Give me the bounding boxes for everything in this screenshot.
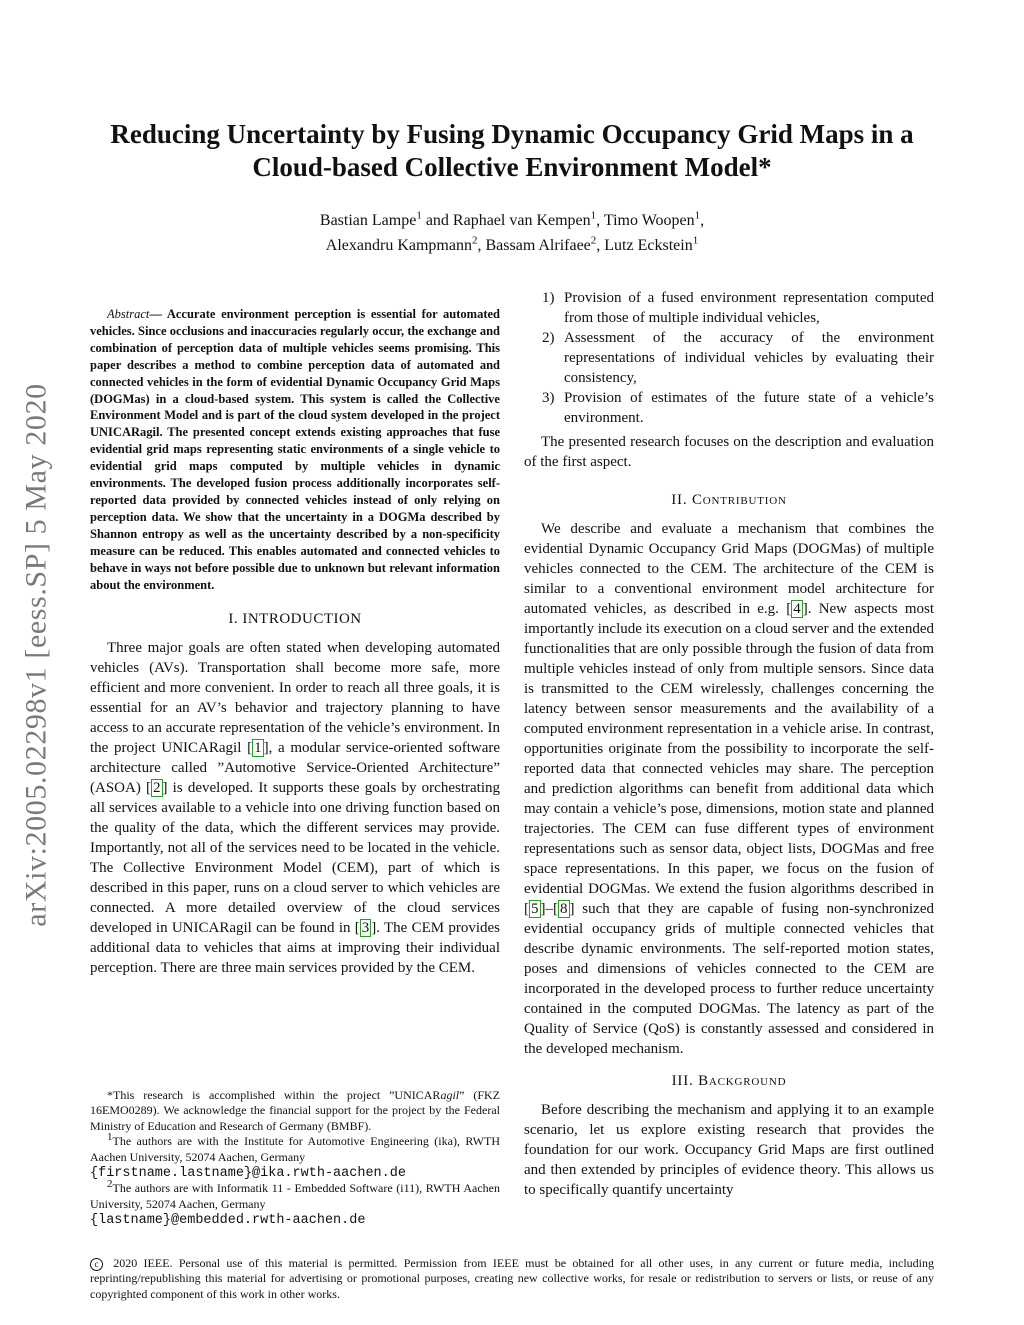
contribution-text: such that they are capable of fusing non-synchronized evidential occupancy grids of multiple connected vehicles that describe dynamic environments. The self-reported motion states, poses and dimensions of vehicles connected to the CEM are incorporated in the developed process to further reduce uncertainty contained in the computed DOGMas. The latency as part of the Quality of Service (QoS) is constantly assessed and considered in the developed mechanism. <box>524 901 934 1057</box>
footnote-text: The authors are with Informatik 11 - Embedded Software (i11), RWTH Aachen University, 52074 Aachen, Germany <box>90 1181 500 1211</box>
list-item-text: Assessment of the accuracy of the environment representations of individual vehicles by evaluating their consistency, <box>564 330 934 386</box>
list-number: 1) <box>542 290 555 306</box>
copyright-notice <box>90 1256 934 1302</box>
arxiv-identifier <box>12 350 62 960</box>
citation-link[interactable]: 3 <box>361 920 370 937</box>
abstract <box>90 306 500 593</box>
services-list <box>524 288 934 428</box>
copyright-icon: c <box>90 1258 103 1271</box>
author-separator: , <box>477 237 486 254</box>
citation-link[interactable]: 8 <box>560 901 568 917</box>
author-separator: , <box>700 212 705 229</box>
background-paragraph: Before describing the mechanism and applying it to an example scenario, let us explore existing research that provides the foundation for our work. Occupancy Grid Maps are first outlined and then extended by principles of evidence theory. This allows us to specifically quantify uncertainty <box>524 1102 934 1198</box>
author-name: Timo Woopen <box>603 212 695 229</box>
author-name: Lutz Eckstein <box>604 237 693 254</box>
section-heading-introduction: I. INTRODUCTION <box>228 611 362 628</box>
author-separator: , <box>596 212 604 229</box>
services-followup: The presented research focuses on the description and evaluation of the first aspect. <box>524 434 934 470</box>
intro-text: , a modular service-oriented software architecture called ”Automotive Service-Oriented Architecture” (ASOA) <box>90 740 501 797</box>
introduction-paragraph: Three major goals are often stated when developing automated vehicles (AVs). Transportation shall become more safe, more efficient and more convenient. In order to reach all three goals, it is essential for an AV’s behavior and trajectory planning to have access to an accurate representation of the vehicle’s environment. In the project UNICARagil [ 1 ], a modular service-oriented software architecture called ”Automotive Service-Oriented Architecture” (ASOA) [ 2 ] is developed. It supports these goals by orchestrating all services available to a vehicle into one driving function based on the quality of the data, which the different services may provide. Importantly, not all of the services need to be located in the vehicle. The Collective Environment Model (CEM), part of which is described in this paper, runs on a cloud server to which vehicles are connected. A more detailed overview of the cloud services developed in UNICARagil can be found in [ 3 ]. The CEM provides additional data to vehicles that aims at improving their individual perception. There are three main services provided by the CEM. <box>90 640 501 977</box>
right-column <box>524 288 934 1200</box>
citation-link[interactable]: 5 <box>531 901 539 917</box>
list-item <box>524 288 934 328</box>
author-affiliation: 1 <box>416 209 422 222</box>
abstract-dash: — <box>149 307 167 321</box>
contribution-paragraph: We describe and evaluate a mechanism that combines the evidential Dynamic Occupancy Grid Maps (DOGMas) of multiple vehicles connected to the CEM. The architecture of the CEM is similar to a conventional environment model architecture for automated vehicles, as described in e.g. [ 4 ]. New aspects most importantly include its execution on a cloud server and the extended functionalities that are only possible through the fusion of data from multiple vehicles instead of only from multiple sensors. Since data is transmitted to the CEM wirelessly, challenges concerning the latency between sensor measurements and the availability of a computed environment representation in a vehicle arise. In contrast, opportunities originate from the possibility to incorporate the self-reported data that connected vehicles may share. The perception and prediction algorithms can benefit from additional data which may contain a vehicle’s pose, dimensions, motion state and planned trajectories. The CEM can fuse different types of environment representations such as sensor data, object lists, DOGMas and free space representations. In this paper, we focus on the fusion of evidential DOGMas. We extend the fusion algorithms described in [ 5 ]–[ 8 ] such that they are capable of fusing non-synchronized evidential occupancy grids of multiple connected vehicles that describe dynamic environments. The self-reported motion states, poses and dimensions of vehicles connected to the CEM are incorporated in the developed process to further reduce uncertainty contained in the computed DOGMas. The latency as part of the Quality of Service (QoS) is constantly assessed and considered in the developed mechanism. <box>524 521 935 1057</box>
footnote-text: ” (FKZ 16EMO0289). We acknowledge the financial support for the project by the Federal Ministry of Education and Research of Germany (BMBF). <box>90 1088 500 1133</box>
intro-text: . The CEM provides additional data to vehicles that aims at improving their individual perception. There are three main services provided by the CEM. <box>90 920 500 977</box>
author-affiliation: 2 <box>590 234 597 247</box>
citation-range-dash: – <box>545 901 553 917</box>
footnote-mark: 2 <box>107 1178 113 1191</box>
author-separator: and <box>421 212 453 229</box>
footnote-italic: agil <box>440 1088 460 1102</box>
footnote-affiliation-1 <box>90 1131 500 1182</box>
email-ika: {firstname.lastname}@ika.rwth-aachen.de <box>90 1166 406 1182</box>
abstract-text: Accurate environment perception is essential for automated vehicles. Since occlusions and inaccuracies regularly occur, the exchange and combination of perception data of multiple vehicles seems promising. This paper describes a method to combine perception data of automated and connected vehicles in the form of evidential Dynamic Occupancy Grid Maps (DOGMas) in a cloud-based system. This system is called the Collective Environment Model and is part of the cloud system developed in the project UNICARagil. The presented concept extends existing approaches that fuse evidential grid maps representing static environments of a single vehicle to evidential grid maps computed by multiple vehicles in dynamic environments. The developed fusion process additionally incorporates self-reported data provided by connected vehicles instead of only relying on perception data. We show that the uncertainty in a DOGMa described by Shannon entropy as well as the uncertainty described by a non-specificity measure can be reduced. This enables automated and connected vehicles to behave in ways not before possible due to unknown but relevant information about the environment. <box>90 307 501 592</box>
author-line-1 <box>180 208 844 233</box>
copyright-text: 2020 IEEE. Personal use of this material is permitted. Permission from IEEE must be obtained for all other uses, in any current or future media, including reprinting/republishing this material for advertising or promotional purposes, creating new collective works, for resale or redistribution to servers or lists, or reuse of any copyrighted component of this work in other works. <box>90 1256 934 1301</box>
author-affiliation: 2 <box>471 234 478 247</box>
title-line-1: Reducing Uncertainty by Fusing Dynamic Occupancy Grid Maps in a <box>110 119 914 149</box>
abstract-label: Abstract <box>107 307 150 321</box>
author-separator: , <box>596 237 605 254</box>
arxiv-id-text: arXiv:2005.02298v1 [eess.SP] 5 May 2020 <box>20 383 53 927</box>
citation-link[interactable]: 4 <box>793 601 801 617</box>
author-name: Bastian Lampe <box>319 212 417 229</box>
contribution-text: . New aspects most importantly include its execution on a cloud server and the extended functionalities that are only possible through the fusion of data from multiple vehicles instead of only from multiple sensors. Since data is transmitted to the CEM wirelessly, challenges concerning the latency between sensor measurements and the availability of a computed environment representation in a vehicle arise. In contrast, opportunities originate from the possibility to incorporate the self-reported data that connected vehicles may share. The perception and prediction algorithms can benefit from additional data which may contain a vehicle’s pose, dimensions, motion state and planned trajectories. The CEM can fuse different types of environment representations such as sensor data, object lists, DOGMas and free space representations. In this paper, we focus on the fusion of evidential DOGMas. We extend the fusion algorithms described in <box>524 601 935 897</box>
author-list <box>180 208 844 258</box>
list-number: 2) <box>542 330 555 346</box>
list-item <box>524 328 934 388</box>
author-name: Alexandru Kampmann <box>325 237 472 254</box>
intro-text: is developed. It supports these goals by orchestrating all services available to a vehicle into one driving function based on the quality of the data, which the different services may provide. Importantly, not all of the services need to be located in the vehicle. The Collective Environment Model (CEM), part of which is described in this paper, runs on a cloud server to which vehicles are connected. A more detailed overview of the cloud services developed in UNICARagil can be found in <box>90 780 500 937</box>
list-item <box>524 388 934 428</box>
list-item-text: Provision of estimates of the future state of a vehicle’s environment. <box>564 390 934 426</box>
intro-text: Three major goals are often stated when developing automated vehicles (AVs). Transportation shall become more safe, more efficient and more convenient. In order to reach all three goals, it is essential for an AV’s behavior and trajectory planning to have access to an accurate representation of the vehicle’s environment. In the project UNICARagil <box>90 640 500 757</box>
title-line-2: Cloud-based Collective Environment Model* <box>252 152 772 182</box>
author-affiliation: 1 <box>590 209 597 222</box>
section-heading-background: III. Background <box>671 1073 787 1089</box>
author-affiliation: 1 <box>692 234 699 247</box>
footnote-text: *This research is accomplished within the project ”UNICAR <box>107 1088 441 1102</box>
email-embedded: {lastname}@embedded.rwth-aachen.de <box>90 1213 366 1229</box>
list-number: 3) <box>542 390 555 406</box>
author-name: Raphael van Kempen <box>452 212 591 229</box>
footnotes <box>90 1088 500 1229</box>
section-heading-contribution: II. Contribution <box>671 492 787 508</box>
list-item-text: Provision of a fused environment representation computed from those of multiple individual vehicles, <box>564 290 934 326</box>
paper-title <box>80 118 944 184</box>
footnote-affiliation-2 <box>90 1178 500 1229</box>
author-affiliation: 1 <box>694 209 701 222</box>
citation-link[interactable]: 1 <box>254 740 262 757</box>
footnote-funding <box>90 1088 500 1134</box>
author-name: Bassam Alrifaee <box>485 237 591 254</box>
footnote-text: The authors are with the Institute for Automotive Engineering (ika), RWTH Aachen University, 52074 Aachen, Germany <box>90 1134 500 1164</box>
footnote-mark: 1 <box>107 1131 113 1144</box>
author-line-2 <box>180 233 844 258</box>
contribution-text: We describe and evaluate a mechanism that combines the evidential Dynamic Occupancy Grid Maps (DOGMas) of multiple vehicles connected to the CEM. The architecture of the CEM is similar to a conventional environment model architecture for automated vehicles, as described in e.g. <box>524 521 934 617</box>
left-column <box>90 288 500 978</box>
citation-link[interactable]: 2 <box>153 780 161 797</box>
